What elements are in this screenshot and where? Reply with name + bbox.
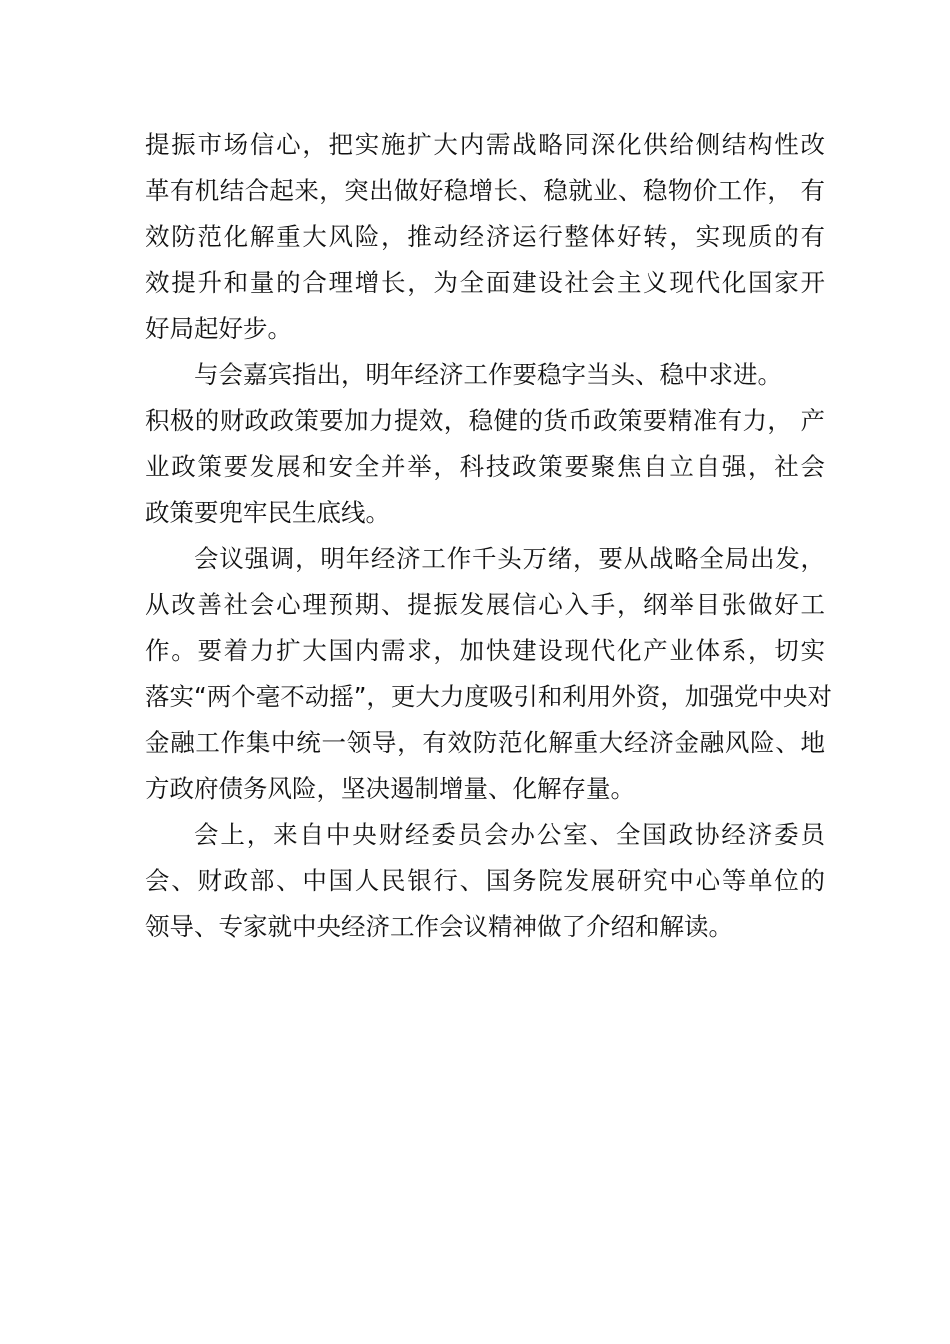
text-line: 效防范化解重大风险，推动经济运行整体好转，实现质的有 bbox=[145, 222, 825, 251]
text-line: 作。要着力扩大国内需求，加快建设现代化产业体系，切实 bbox=[145, 636, 825, 665]
text-line: 积极的财政政策要加力提效，稳健的货币政策要精准有力， 产 bbox=[145, 406, 825, 435]
text-line: 方政府债务风险，坚决遏制增量、化解存量。 bbox=[145, 774, 635, 803]
text-line: 政策要兜牢民生底线。 bbox=[145, 498, 390, 527]
text-line: 好局起好步。 bbox=[145, 314, 292, 343]
text-line: 提振市场信心，把实施扩大内需战略同深化供给侧结构性改 bbox=[145, 130, 825, 159]
paragraph-first-line: 会上，来自中央财经委员会办公室、全国政协经济委员 bbox=[194, 820, 825, 849]
text-line: 从改善社会心理预期、提振发展信心入手，纲举目张做好工 bbox=[145, 590, 825, 619]
text-line: 效提升和量的合理增长，为全面建设社会主义现代化国家开 bbox=[145, 268, 825, 297]
text-line: 革有机结合起来，突出做好稳增长、稳就业、稳物价工作， 有 bbox=[145, 176, 825, 205]
text-line: 金融工作集中统一领导，有效防范化解重大经济金融风险、地 bbox=[145, 728, 825, 757]
text-line: 领导、专家就中央经济工作会议精神做了介绍和解读。 bbox=[145, 912, 733, 941]
text-line: 业政策要发展和安全并举，科技政策要聚焦自立自强，社会 bbox=[145, 452, 825, 481]
text-line: 会、财政部、中国人民银行、国务院发展研究中心等单位的 bbox=[145, 866, 825, 895]
text-line: 落实“两个毫不动摇”，更大力度吸引和利用外资，加强党中央对 bbox=[145, 682, 832, 711]
paragraph-first-line: 会议强调，明年经济工作千头万绪，要从战略全局出发， bbox=[194, 544, 825, 573]
paragraph-first-line: 与会嘉宾指出，明年经济工作要稳字当头、稳中求进。 bbox=[194, 360, 782, 389]
body-text bbox=[145, 122, 832, 950]
